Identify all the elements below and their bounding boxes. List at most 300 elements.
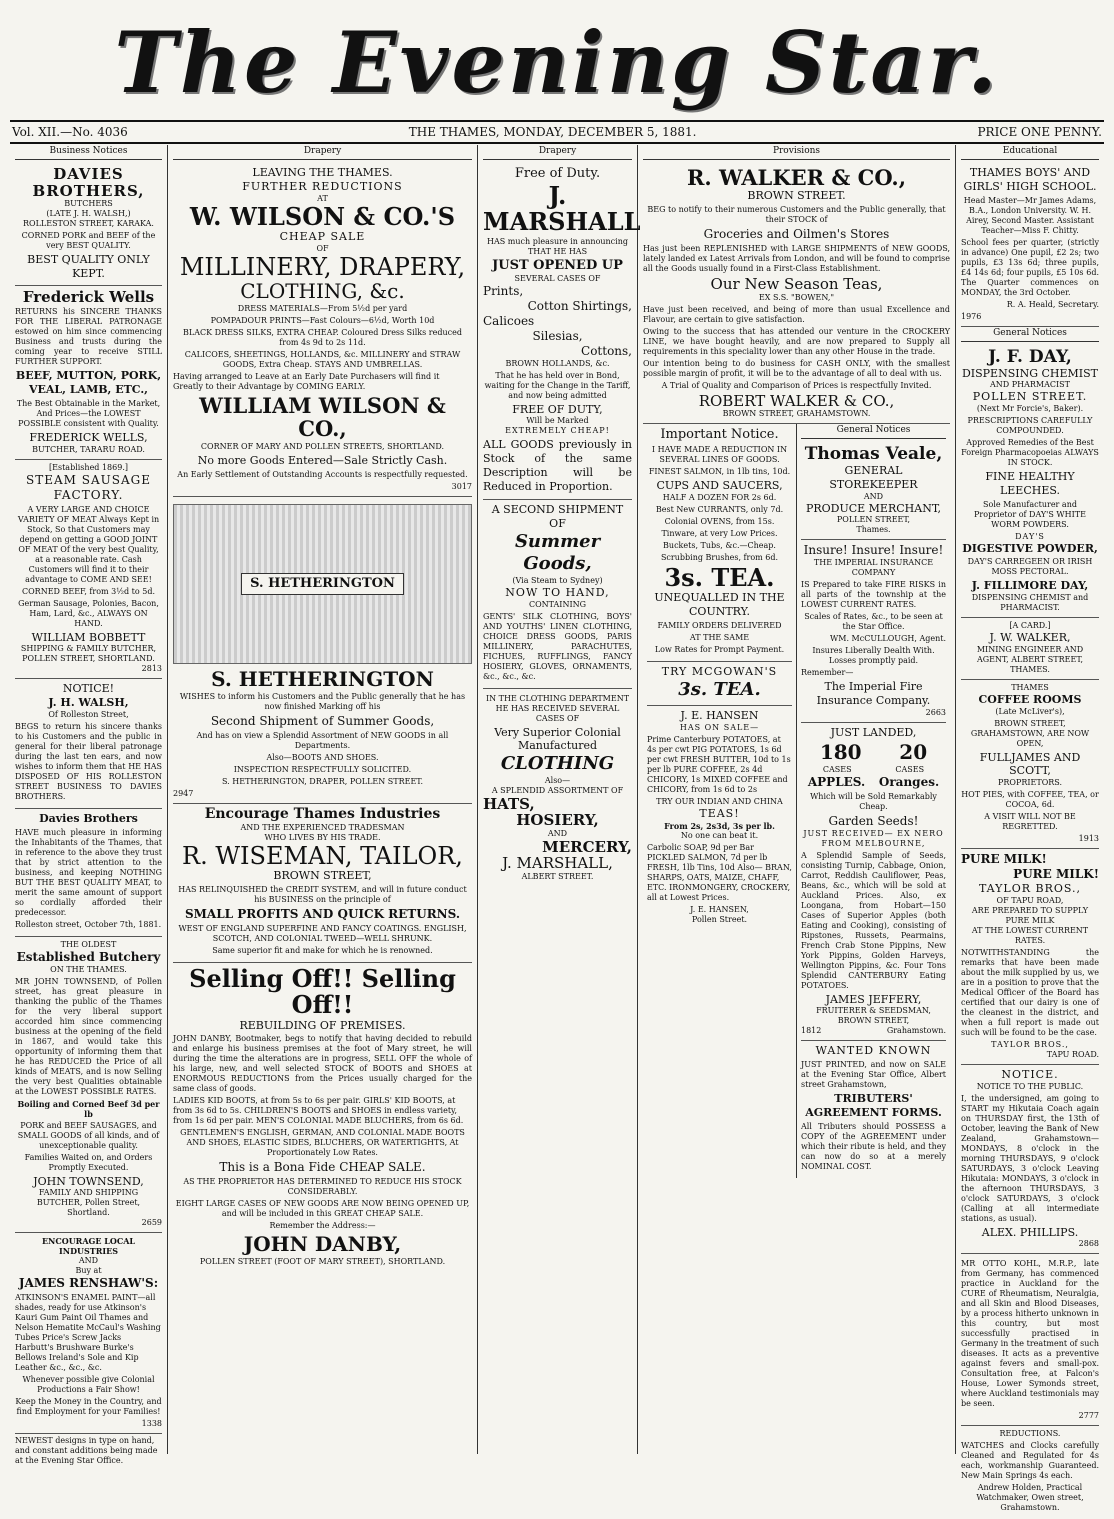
ad-name: J. W. WALKER, bbox=[989, 631, 1071, 645]
ad-insures: Insures Liberally Dealth With. Losses promptly paid. bbox=[812, 646, 935, 666]
ad-family: FAMILY ORDERS DELIVERED bbox=[657, 620, 782, 630]
ad-card: [A CARD.] bbox=[1009, 621, 1051, 631]
ad-oldest: THE OLDEST bbox=[60, 939, 117, 949]
ad-corner: CORNER OF MARY AND POLLEN STREETS, SHORTLAND. bbox=[200, 442, 445, 452]
ad-footer bbox=[801, 1026, 946, 1036]
ad-pork: PORK and BEEF SAUSAGES, and SMALL GOODS of all kinds, and of unexceptionable quality. bbox=[17, 1120, 160, 1150]
ad-davies-brothers-2 bbox=[15, 809, 162, 937]
ad-cups: CUPS AND SAUCERS, bbox=[656, 479, 783, 493]
ad-sub: BUTCHERS bbox=[64, 199, 113, 209]
ad-number: 1976 bbox=[961, 311, 982, 321]
ad-clothing: CLOTHING, &c. bbox=[240, 279, 405, 304]
ad-has: HAS much pleasure in announcing THAT HE HAS bbox=[487, 237, 628, 257]
fruit-apples: APPLES. bbox=[807, 774, 866, 789]
ad-pollen: POLLEN STREET, bbox=[836, 515, 911, 525]
masthead-title: The Evening Star. bbox=[114, 12, 1000, 112]
ad-also: Also— bbox=[544, 775, 571, 785]
ad-all: ALL GOODS previously in Stock of the same Description will be Reduced in Proportion. bbox=[483, 438, 632, 493]
ad-gen: GENERAL STOREKEEPER bbox=[829, 464, 918, 491]
ad-sign: FREDERICK WELLS, bbox=[29, 430, 148, 444]
ad-phillips: ALEX. PHILLIPS. bbox=[981, 1225, 1079, 1239]
ad-number: 2659 bbox=[141, 1218, 162, 1228]
masthead bbox=[10, 6, 1104, 118]
ad-late: (Late McLiver's), bbox=[995, 706, 1065, 716]
ad-body: ATKINSON'S ENAMEL PAINT—all shades, ready for use Atkinson's Kauri Gum Paint Oil Thames and Nelson Hematite McCaul's Washing Tubes Price's Screw Jacks Harbutt's Brushware Burke's Bellows Ireland's Sole and Kip Leather &c., &c., &c. bbox=[15, 1293, 161, 1373]
ad-all: All Tributers should POSSESS a COPY of the AGREEMENT under which their ribute is held, and they can now do so at a merely NOMINAL COST. bbox=[801, 1121, 946, 1171]
ad-name: J. H. WALSH, bbox=[48, 696, 129, 709]
ad-chem: DISPENSING CHEMIST bbox=[961, 366, 1099, 380]
ad-mercery: MERCERY, bbox=[542, 837, 632, 856]
ad-number: 1812 bbox=[801, 1026, 822, 1036]
column-header: General Notices bbox=[961, 327, 1099, 342]
ad-same: AT THE SAME bbox=[689, 632, 750, 642]
ad-hasonsale: HAS ON SALE— bbox=[679, 722, 760, 732]
ad-body: HAS RELINQUISHED the CREDIT SYSTEM, and will in future conduct his BUSINESS on the principle of bbox=[178, 884, 467, 904]
provisions-right bbox=[797, 424, 950, 1177]
column-header: Business Notices bbox=[15, 145, 162, 160]
cases-label-1: CASES bbox=[822, 764, 852, 774]
ad-fill2: DISPENSING CHEMIST and PHARMACIST. bbox=[971, 593, 1089, 613]
ad-line3: BLACK DRESS SILKS, EXTRA CHEAP. Coloured Dress Silks reduced from 4s 9d to 2s 11d. bbox=[183, 328, 462, 348]
column-provisions bbox=[638, 145, 956, 1454]
ad-body: A Splendid Sample of Seeds, consisting Turnip, Cabbage, Onion, Carrot, Reddish Cauliflower, Peas, Beans, &c., which will be sold at Auckland Prices. Also, ex Loongana, from Hobart—150 Cases of Superior Apples (both Eating and Cooking), consisting of Ripstones, Russets, Pearmains, French Crab Stone Pippins, New York Pippins, Golden Harveys, Wellington Pippins, &c. Four Tons Splendid CANTERBURY Eating POTATOES. bbox=[801, 850, 946, 990]
ad-coffee: COFFEE ROOMS bbox=[978, 692, 1082, 706]
fruit-oranges: Oranges. bbox=[878, 774, 940, 789]
ad-walsh-notice bbox=[15, 679, 162, 809]
ad-body: MR JOHN TOWNSEND, of Pollen street, has great pleasure in thanking the public of the Thames for the very liberal support accorded him since commencing business at the opening of the field in 1867, and would take this opportunity of informing them that he has REDUCED the Price of all kinds of MEATS, and is now Selling the very best Qualities obtainable at the LOWEST POSSIBLE RATES. bbox=[15, 976, 162, 1096]
ad-fulljames: FULLJAMES AND SCOTT, bbox=[979, 750, 1081, 778]
ad-sign2: SHIPPING & FAMILY BUTCHER, POLLEN STREET, SHORTLAND. bbox=[20, 644, 157, 664]
ad-digestive: DIGESTIVE POWDER, bbox=[962, 541, 1098, 555]
price: PRICE ONE PENNY. bbox=[977, 125, 1102, 139]
ad-cheap: Which will be Sold Remarkably Cheap. bbox=[810, 791, 937, 811]
ad-trial: A Trial of Quality and Comparison of Prices is respectfully Invited. bbox=[661, 380, 932, 390]
ad-body: WISHES to inform his Customers and the Public generally that he has now finished Marking off his bbox=[179, 692, 466, 712]
ad-tryind: TRY OUR INDIAN AND CHINA bbox=[656, 796, 783, 806]
ad-addr: Of Rolleston Street, bbox=[48, 709, 129, 719]
ad-fruit bbox=[801, 723, 946, 1042]
ad-title: J. F. DAY, bbox=[988, 347, 1072, 367]
ad-title: Thomas Veale, bbox=[804, 444, 943, 465]
ad-containing: CONTAINING bbox=[528, 599, 587, 609]
ad-enc: Encourage Thames Industries bbox=[204, 806, 441, 823]
ad-fruit: FRUITERER & SEEDSMAN, BROWN STREET, bbox=[816, 1006, 931, 1026]
ad-name: J. E. HANSEN bbox=[680, 709, 759, 723]
ad-imperial: THE IMPERIAL INSURANCE COMPANY bbox=[813, 558, 934, 578]
ad-walker bbox=[643, 163, 950, 424]
ad-cases bbox=[801, 765, 946, 775]
ad-groc: Groceries and Oilmen's Stores bbox=[703, 227, 890, 242]
ad-title: Frederick Wells bbox=[22, 287, 155, 306]
ad-line1: DRESS MATERIALS—From 5½d per yard bbox=[237, 304, 408, 314]
ad-enc: ENCOURAGE LOCAL INDUSTRIES bbox=[41, 1236, 136, 1257]
ad-wiseman bbox=[173, 804, 472, 963]
ad-brown: BROWN STREET, GRAHAMSTOWN, ARE NOW OPEN, bbox=[970, 718, 1090, 748]
storefront-engraving bbox=[173, 504, 472, 664]
ad-body: CORNED PORK and BEEF of the very BEST QUALITY. bbox=[21, 231, 156, 251]
ad-brown: BROWN STREET, bbox=[273, 869, 372, 882]
ad-cups2: HALF A DOZEN FOR 2s 6d. bbox=[662, 493, 777, 503]
ad-sub: ON THE THAMES. bbox=[50, 964, 127, 974]
ad-uneq: UNEQUALLED IN THE COUNTRY. bbox=[654, 591, 785, 619]
ad-cheap: CHEAP SALE bbox=[279, 230, 366, 244]
ad-west: WEST OF ENGLAND SUPERFINE AND FANCY COATINGS. ENGLISH, SCOTCH, AND COLONIAL TWEED—WELL SHRUNK. bbox=[178, 923, 467, 943]
ad-from: From 2s, 2s3d, 3s per lb. bbox=[664, 820, 775, 831]
column-header: Drapery bbox=[483, 145, 632, 160]
ad-reductions: REDUCTIONS. bbox=[999, 1429, 1061, 1439]
ad-trib: TRIBUTERS' AGREEMENT FORMS. bbox=[805, 1092, 942, 1119]
ad-held: That he has held over in Bond, waiting for the Change in the Tariff, and now being admitted bbox=[484, 370, 631, 400]
volume-number: Vol. XII.—No. 4036 bbox=[12, 125, 128, 139]
ad-coach-notice bbox=[961, 1065, 1099, 1255]
ad-sign: JOHN TOWNSEND, bbox=[33, 1174, 144, 1188]
ad-danby bbox=[173, 963, 472, 1274]
ad-fillmore: J. FILLIMORE DAY, bbox=[971, 579, 1089, 593]
count-oranges: 20 bbox=[899, 739, 928, 764]
ad-notice: NOTICE! bbox=[62, 682, 115, 696]
ad-title: S. HETHERINGTON bbox=[211, 667, 434, 692]
ad-salmon: FINEST SALMON, in 1lb tins, 10d. bbox=[648, 467, 791, 477]
ad-same: Same superior fit and make for which he is renowned. bbox=[212, 945, 433, 955]
ad-address: ROLLESTON STREET, KARAKA. bbox=[23, 219, 154, 229]
column-header: Provisions bbox=[643, 145, 950, 160]
ad-brown: BROWN HOLLANDS, &c. bbox=[505, 358, 610, 368]
ad-hetherington bbox=[173, 497, 472, 804]
ad-thames: THAMES bbox=[1011, 682, 1049, 692]
column-header: Educational bbox=[961, 145, 1099, 160]
ad-townsend bbox=[15, 937, 162, 1234]
ad-title: R. WISEMAN, TAILOR, bbox=[182, 841, 463, 870]
ad-addr: S. HETHERINGTON, DRAPER, POLLEN STREET. bbox=[221, 777, 423, 787]
ad-of: OF bbox=[316, 243, 329, 253]
ad-number: 2868 bbox=[1078, 1239, 1099, 1249]
ad-opened: JUST OPENED UP bbox=[492, 258, 623, 274]
ad-important: Important Notice. bbox=[660, 427, 779, 443]
provisions-left bbox=[643, 424, 797, 1177]
ad-list1: LADIES KID BOOTS, at from 5s to 6s per pair. GIRLS' KID BOOTS, at from 3s 6d to 5s. CHILDREN'S BOOTS and SHOES in endless variety, from 1s 6d per pair. MEN'S COLONIAL MADE BLUCHERS, from 6s 6d. bbox=[173, 1096, 464, 1126]
ad-sign: J. MARSHALL, bbox=[502, 854, 613, 873]
ad-recv: JUST RECEIVED— EX NERO FROM MELBOURNE, bbox=[803, 828, 944, 848]
ad-mcgowan-tea bbox=[647, 662, 792, 706]
ad-body2: And has on view a Splendid Assortment of NEW GOODS in all Departments. bbox=[196, 731, 449, 751]
ad-line5: Having arranged to Leave at an Early Date Purchasers will find it Greatly to their Advantage by COMING EARLY. bbox=[173, 372, 440, 392]
ad-low: Low Rates for Prompt Payment. bbox=[654, 644, 785, 654]
ad-who: WHO LIVES BY HIS TRADE. bbox=[264, 832, 381, 842]
ad-teas: Our New Season Teas, bbox=[710, 275, 883, 294]
ad-early: An Early Settlement of Outstanding Accounts is respectfully requested. bbox=[177, 470, 468, 480]
ad-hosiery: HOSIERY, bbox=[516, 811, 599, 830]
ad-wilson bbox=[173, 163, 472, 497]
ad-body: JOHN DANBY, Bootmaker, begs to notify that having decided to rebuild and enlarge his business premises at the foot of Mary street, he will during the time the alterations are in progress, SELL OFF the whole of his large, new, and well selected STOCK of BOOTS and SHOES at ENORMOUS REDUCTIONS from the Prices usually charged for the same class of goods. bbox=[173, 1034, 472, 1094]
ad-body3: Keep the Money in the Country, and find Employment for your Families! bbox=[15, 1397, 162, 1417]
ad-now: NOW TO HAND, bbox=[505, 585, 610, 599]
ad-splendid: A SPLENDID ASSORTMENT OF bbox=[491, 785, 624, 795]
ad-wm: WM. McCULLOUGH, Agent. bbox=[830, 634, 946, 644]
ad-notice: NOTICE. bbox=[1001, 1067, 1059, 1081]
ad-millinery: MILLINERY, DRAPERY, bbox=[179, 252, 466, 281]
ad-tag: BEST QUALITY ONLY KEPT. bbox=[27, 253, 150, 280]
ad-name: JOHN DANBY, bbox=[243, 1232, 402, 1257]
ad-jw-walker bbox=[961, 618, 1099, 680]
ad-and: AND bbox=[547, 828, 568, 838]
ad-summer bbox=[483, 500, 632, 688]
ad-title: Established Butchery bbox=[16, 949, 161, 964]
ad-body: BEGS to return his sincere thanks to his Customers and the public in general for their liberal patronage during the last ten ears, and now wishes to inform them that HE HAS DISPOSED OF HIS ROLLESTON STREET BUSINESS TO DAVIES BROTHERS. bbox=[15, 721, 162, 801]
ad-meats: BEEF, MUTTON, PORK, VEAL, LAMB, ETC., bbox=[15, 369, 162, 396]
ad-title: DAVIES BROTHERS, bbox=[32, 165, 145, 200]
ad-company: The Imperial Fire Insurance Company. bbox=[816, 680, 931, 708]
ad-prepared: ARE PREPARED TO SUPPLY PURE MILK bbox=[971, 905, 1089, 925]
ad-brown: BROWN STREET. bbox=[747, 189, 846, 203]
ad-prep: IS Prepared to take FIRE RISKS in all parts of the township at the LOWEST CURRENT RATES. bbox=[801, 580, 946, 610]
issue-date: THE THAMES, MONDAY, DECEMBER 5, 1881. bbox=[408, 125, 697, 139]
ad-printed: JUST PRINTED, and now on SALE at the Evening Star Office, Albert street Grahamstown, bbox=[801, 1060, 946, 1090]
ad-number: 2813 bbox=[141, 664, 162, 674]
ad-hats: HATS, bbox=[483, 794, 535, 813]
ad-extreme: EXTREMELY CHEAP! bbox=[505, 426, 610, 436]
ad-watches bbox=[961, 1426, 1099, 1519]
ad-marshall bbox=[483, 163, 641, 500]
ad-coffee-rooms bbox=[961, 680, 1099, 849]
ad-item-4: Silesias, bbox=[532, 328, 583, 343]
ad-next: (Next Mr Forcie's, Baker). bbox=[976, 404, 1084, 414]
ad-item-2: Cotton Shirtings, bbox=[527, 298, 632, 313]
ad-taylor: TAYLOR BROS., bbox=[978, 882, 1082, 896]
ad-at: AT bbox=[317, 193, 328, 203]
ad-in: IN THE CLOTHING DEPARTMENT HE HAS RECEIVED SEVERAL CASES OF bbox=[485, 693, 630, 723]
ad-number: 2947 bbox=[173, 789, 194, 799]
ad-brushes: Scrubbing Brushes, from 6d. bbox=[660, 553, 779, 563]
ad-sign2: BUTCHER, TARARU ROAD. bbox=[32, 444, 145, 454]
ad-lowest: AT THE LOWEST CURRENT RATES. bbox=[971, 925, 1089, 945]
ad-addr: POLLEN STREET (FOOT OF MARY STREET), SHORTLAND. bbox=[199, 1257, 446, 1267]
ad-body: Has just been REPLENISHED with LARGE SHIPMENTS of NEW GOODS, lately landed ex Latest Arrivals from London, and will be found to comprise all the Goods usually found in a First-Class Establishment. bbox=[643, 244, 950, 274]
ad-try: TRY MCGOWAN'S bbox=[661, 664, 778, 678]
ad-newest-designs: NEWEST designs in type on hand, and constant additions being made at the Evening Star Office. bbox=[15, 1436, 158, 1466]
ad-produce: PRODUCE MERCHANT, bbox=[805, 501, 942, 515]
ad-sign: ROBERT WALKER & CO., bbox=[698, 391, 895, 410]
ad-seeds: Garden Seeds! bbox=[828, 813, 919, 828]
ad-leaving: LEAVING THE THAMES. bbox=[252, 166, 393, 180]
ad-rem: Remember the Address:— bbox=[269, 1221, 376, 1231]
ad-number: 2663 bbox=[925, 707, 946, 717]
ad-insp: INSPECTION RESPECTFULLY SOLICITED. bbox=[233, 765, 412, 775]
column-business-notices bbox=[10, 145, 168, 1466]
ad-item-5: Cottons, bbox=[581, 343, 632, 358]
ad-kohl-body: MR OTTO KOHL, M.R.P., late from Germany, has commenced practice in Auckland for the CURE of Rheumatism, Neuralgia, and all Skin and Blood Diseases, by a process hitherto unknown in this country, but most successfully practised in Germany in the treatment of such diseases. It acts as a preventive against fevers and small-pox. Consultation free, at Falcon's House, Lower Symonds street, where Auckland testimonials may be seen. bbox=[961, 1259, 1099, 1409]
ad-corned: CORNED BEEF, from 3½d to 5d. bbox=[21, 586, 155, 596]
ad-mining: MINING ENGINEER AND AGENT, ALBERT STREET, THAMES. bbox=[976, 644, 1084, 674]
ad-pure-milk bbox=[961, 849, 1099, 1065]
ad-name: W. WILSON & CO.'S bbox=[189, 201, 456, 231]
ad-presc: PRESCRIPTIONS CAREFULLY COMPOUNDED. bbox=[967, 416, 1093, 436]
ad-school: THAMES BOYS' AND GIRLS' HIGH SCHOOL. bbox=[963, 166, 1097, 193]
ad-approved: Approved Remedies of the Best Foreign Pharmacopoeias ALWAYS IN STOCK. bbox=[961, 438, 1099, 468]
ad-counts bbox=[801, 740, 946, 765]
ad-andph: AND PHARMACIST bbox=[990, 380, 1070, 390]
ad-clothing-word: CLOTHING bbox=[500, 753, 615, 775]
ad-wanted: WANTED KNOWN bbox=[815, 1044, 932, 1058]
ad-and: AND bbox=[78, 1256, 99, 1266]
ad-watches-body: WATCHES and Clocks carefully Cleaned and Regulated for 4s each, workmanship Guaranteed. New Main Springs 4s each. bbox=[961, 1441, 1099, 1481]
ad-item-3: Calicoes bbox=[483, 313, 535, 328]
ad-body3: Owing to the success that has attended our venture in the CROCKERY LINE, we have bought heavily, and are now prepared to Supply all requirements in this speciality lower than any other House in the trade. bbox=[643, 326, 950, 356]
ad-title: Davies Brothers bbox=[39, 811, 138, 825]
ad-and: AND bbox=[863, 491, 884, 501]
ad-steam-sausage bbox=[15, 460, 162, 680]
ad-tapu: OF TAPU ROAD, bbox=[996, 895, 1064, 905]
ad-taylor2: TAYLOR BROS., bbox=[991, 1039, 1069, 1049]
ad-body4: Our intention being to do business for CASH ONLY, with the smallest possible margin of profit, it will be to the advantage of all to deal with us. bbox=[643, 358, 950, 378]
ad-graham: Grahamstown. bbox=[886, 1026, 946, 1036]
provisions-split bbox=[643, 424, 950, 1177]
ad-sign: J. E. HANSEN, bbox=[690, 904, 749, 914]
ad-props: PROPRIETORS. bbox=[997, 778, 1063, 788]
ad-title: Selling Off!! Selling Off!! bbox=[189, 963, 456, 1020]
ad-sign2: FAMILY AND SHIPPING BUTCHER, Pollen Street, Shortland. bbox=[36, 1188, 141, 1218]
ad-second: Second Shipment of Summer Goods, bbox=[210, 714, 435, 729]
ad-free: Free of Duty. bbox=[514, 166, 601, 182]
ad-hotpies: HOT PIES, with COFFEE, TEA, or COCOA, 6d. bbox=[961, 790, 1099, 810]
ad-rebuild: REBUILDING OF PREMISES. bbox=[239, 1018, 406, 1032]
ad-carr: DAY'S CARREGEEN OR IRISH MOSS PECTORAL. bbox=[967, 557, 1093, 577]
ad-days: DAY'S bbox=[1015, 531, 1045, 541]
ad-day-chemist bbox=[961, 345, 1099, 618]
cases-label-2: CASES bbox=[895, 764, 925, 774]
ad-high-school bbox=[961, 163, 1099, 327]
ad-pollen: POLLEN STREET. bbox=[972, 390, 1088, 404]
ad-fruit-names bbox=[801, 775, 946, 790]
ad-late: (LATE J. H. WALSH,) bbox=[46, 209, 131, 219]
ad-coach: I, the undersigned, am going to START my Hikutaia Coach again on THURSDAY first, the 13th of October, leaving the Bank of New Zealand, Grahamstown— MONDAYS, 8 o'clock in the morning THURSDAYS, 9 o'clock SATURDAYS, 3 o'clock Leaving Hikutaia: MONDAYS, 3 o'clock in the afternoon THURSDAYS, 3 o'clock SATURDAYS, 3 o'clock (Calling at all intermediate stations, as usual). bbox=[961, 1093, 1099, 1223]
ad-addr: ALBERT STREET. bbox=[521, 871, 594, 881]
ad-addr: Pollen Street. bbox=[691, 914, 748, 924]
ad-teas: TEAS! bbox=[699, 806, 740, 820]
ad-freeduty: FREE OF DUTY, bbox=[512, 402, 603, 416]
ad-tea: 3s. TEA. bbox=[664, 563, 775, 593]
ad-list2: GENTLEMEN'S ENGLISH, GERMAN, AND COLONIAL MADE BOOTS AND SHOES, ELASTIC SIDES, BLUCHERS, OR WATERTIGHTS, At Proportionately Low Rates. bbox=[180, 1128, 465, 1158]
ad-scales: Scales of Rates, &c., to be seen at the Star Office. bbox=[804, 612, 943, 632]
ad-very: Very Superior Colonial Manufactured bbox=[494, 725, 621, 753]
ad-title: STEAM SAUSAGE FACTORY. bbox=[26, 472, 151, 502]
ad-date: Rolleston street, October 7th, 1881. bbox=[15, 919, 162, 929]
ad-made: I HAVE MADE A REDUCTION IN SEVERAL LINES OF GOODS. bbox=[651, 445, 788, 465]
ad-via: (Via Steam to Sydney) bbox=[512, 575, 603, 585]
ad-renshaw bbox=[15, 1233, 162, 1434]
column-header: Drapery bbox=[173, 145, 472, 160]
ad-title: JAMES RENSHAW'S: bbox=[18, 1276, 159, 1291]
ad-bona: This is a Bona Fide CHEAP SALE. bbox=[219, 1160, 426, 1175]
ad-remember: Remember— bbox=[801, 668, 854, 678]
ad-body: HAVE much pleasure in informing the Inhabitants of the Thames, that in reference to the above they trust that by strict attention to the business, and keeping NOTHING BUT THE BEST QUALITY MEAT, to merit the same amount of support so cordially afforded their predecessor. bbox=[15, 827, 162, 917]
ad-and: AND THE EXPERIENCED TRADESMAN bbox=[240, 822, 405, 832]
ad-frederick-wells bbox=[15, 286, 162, 460]
count-apples: 180 bbox=[819, 739, 862, 764]
ad-buy: Buy at bbox=[75, 1266, 102, 1276]
ad-tinware: Tinware, at very Low Prices. bbox=[661, 529, 778, 539]
established-note: [Established 1869.] bbox=[49, 462, 128, 472]
ad-fees: School fees per quarter, (strictly in advance) One pupil, £2 2s; two pupils, £3 13s 6d; three pupils, £4 14s 6d; four pupils, £5 10s 6d. The Quarter commences on MONDAY, the 3rd October. bbox=[961, 237, 1099, 297]
ad-nomore: No more Goods Entered—Sale Strictly Cash. bbox=[197, 454, 448, 468]
ad-number: 3017 bbox=[451, 482, 472, 492]
dateline bbox=[10, 120, 1104, 144]
ad-number: 1913 bbox=[1078, 834, 1099, 844]
ad-currants: Best New CURRANTS, only 7d. bbox=[655, 505, 784, 515]
columns bbox=[10, 145, 1104, 1513]
column-header: General Notices bbox=[801, 424, 946, 439]
ad-beg: BEG to notify to their numerous Customers and the Public generally, that their STOCK of bbox=[647, 205, 946, 225]
ad-body2: Whenever possible give Colonial Productions a Fair Show! bbox=[22, 1375, 155, 1395]
ad-milk1: PURE MILK! bbox=[961, 852, 1047, 867]
ad-holden: Andrew Holden, Practical Watchmaker, Owen street, Grahamstown. bbox=[976, 1483, 1084, 1513]
ad-boil: Boiling and Corned Beef 3d per lb bbox=[17, 1098, 160, 1119]
ad-landed: JUST LANDED, bbox=[830, 725, 917, 739]
ad-further: FURTHER REDUCTIONS bbox=[242, 180, 403, 193]
ad-line2: POMPADOUR PRINTS—Fast Colours—6½d, Worth 10d bbox=[210, 316, 435, 326]
ad-buckets: Buckets, Tubs, &c.—Cheap. bbox=[663, 541, 776, 551]
ad-jeffery: JAMES JEFFERY, bbox=[825, 992, 922, 1006]
ad-number: 1338 bbox=[141, 1419, 162, 1429]
ad-davies-brothers bbox=[15, 163, 162, 286]
ad-insure: Insure! Insure! Insure! bbox=[803, 543, 944, 558]
ad-sole: Sole Manufacturer and Proprietor of DAY'S WHITE WORM POWDERS. bbox=[974, 499, 1086, 529]
ad-sign: R. A. Heald, Secretary. bbox=[1006, 299, 1099, 309]
ad-sign: WILLIAM BOBBETT bbox=[31, 630, 146, 644]
ad-clothing bbox=[483, 689, 632, 886]
ad-thames: Thames. bbox=[856, 525, 891, 535]
ad-body: RETURNS his SINCERE THANKS FOR THE LIBERAL PATRONAGE estowed on him since commencing Business and trusts during the coming year to receive STILL FURTHER SUPPORT. bbox=[15, 307, 162, 367]
ad-body: A VERY LARGE AND CHOICE VARIETY OF MEAT Always Kept in Stock, So that Customers may depend on getting a GOOD JOINT OF MEAT Of the very best Quality, at a reasonable rate. Cash Customers will find it to their advantage to COME AND SEE! bbox=[17, 504, 160, 584]
ad-prop: AS THE PROPRIETOR HAS DETERMINED TO REDUCE HIS STOCK CONSIDERABLY. bbox=[183, 1177, 462, 1197]
column-drapery-2 bbox=[478, 145, 641, 1454]
ad-fam: Families Waited on, and Orders Promptly Executed. bbox=[24, 1152, 153, 1172]
ad-staff: Head Master—Mr James Adams, B.A., London University. W. H. Airey, Second Master. Assistant Teacher—Miss F. Chitty. bbox=[963, 195, 1097, 235]
ad-number: 2777 bbox=[1078, 1411, 1099, 1421]
ad-body2: Have just been received, and being of more than usual Excellence and Flavour, are certain to give satisfaction. bbox=[643, 304, 950, 324]
storefront-sign: S. HETHERINGTON bbox=[241, 573, 404, 595]
ad-list: Prime Canterbury POTATOES, at 4s per cwt PIG POTATOES, 1s 6d per cwt FRESH BUTTER, 10d to 1s per lb PURE COFFEE, 2s 4d CHICORY, 1s MIXED COFFEE and CHICORY, from 1s 6d to 2s bbox=[647, 734, 791, 794]
ad-body2: The Best Obtainable in the Market, And Prices—the LOWEST POSSIBLE consistent with Quality. bbox=[16, 398, 161, 428]
column-drapery-1 bbox=[168, 145, 478, 1454]
ad-none: No one can beat it. bbox=[680, 830, 759, 840]
ad-summer-goods: Summer Goods, bbox=[514, 530, 601, 575]
ad-list2: Carbolic SOAP, 9d per Bar PICKLED SALMON, 7d per lb FRESH, 1lb Tins, 10d Also— BRAN, SHARPS, OATS, MAIZE, CHAFF, ETC. IRONMONGERY, CROCKERY, all at Lowest Prices. bbox=[647, 842, 792, 902]
ad-tributers bbox=[801, 1041, 946, 1177]
ad-also: Also—BOOTS AND SHOES. bbox=[266, 753, 379, 763]
ad-name: J. MARSHALL bbox=[483, 180, 641, 236]
ad-second: A SECOND SHIPMENT OF bbox=[491, 503, 624, 531]
ad-several: SEVERAL CASES OF bbox=[514, 273, 601, 283]
ad-notpub: NOTICE TO THE PUBLIC. bbox=[976, 1081, 1084, 1091]
ad-veale bbox=[801, 442, 946, 540]
ad-milk2: PURE MILK! bbox=[1013, 867, 1099, 882]
ad-ex: EX S.S. "BOWEN," bbox=[758, 292, 835, 302]
ad-insurance bbox=[801, 540, 946, 723]
ad-title: R. WALKER & CO., bbox=[686, 165, 907, 191]
ad-tapu2: TAPU ROAD. bbox=[1046, 1049, 1099, 1059]
ad-german: German Sausage, Polonies, Bacon, Ham, Lard, &c., ALWAYS ON HAND. bbox=[18, 598, 159, 628]
ad-ovens: Colonial OVENS, from 15s. bbox=[664, 517, 775, 527]
ad-item-1: Prints, bbox=[483, 283, 524, 298]
ad-tea3: 3s. TEA. bbox=[678, 678, 761, 700]
ad-kohl bbox=[961, 1254, 1099, 1426]
ad-hansen bbox=[647, 706, 792, 929]
ad-marked: Will be Marked bbox=[526, 416, 589, 426]
ad-list: GENTS' SILK CLOTHING, BOYS' AND YOUTHS' LINEN CLOTHING, CHOICE DRESS GOODS, PARIS MILLINERY, PARACHUTES, FICHUES, RUFFLINGS, FANCY HOSIERY, GLOVES, ORNAMENTS, &c., &c., &c. bbox=[483, 611, 632, 681]
column-educational bbox=[956, 145, 1104, 1513]
ad-mcgowan-notice bbox=[647, 424, 792, 662]
ad-big-name: WILLIAM WILSON & CO., bbox=[199, 393, 446, 442]
